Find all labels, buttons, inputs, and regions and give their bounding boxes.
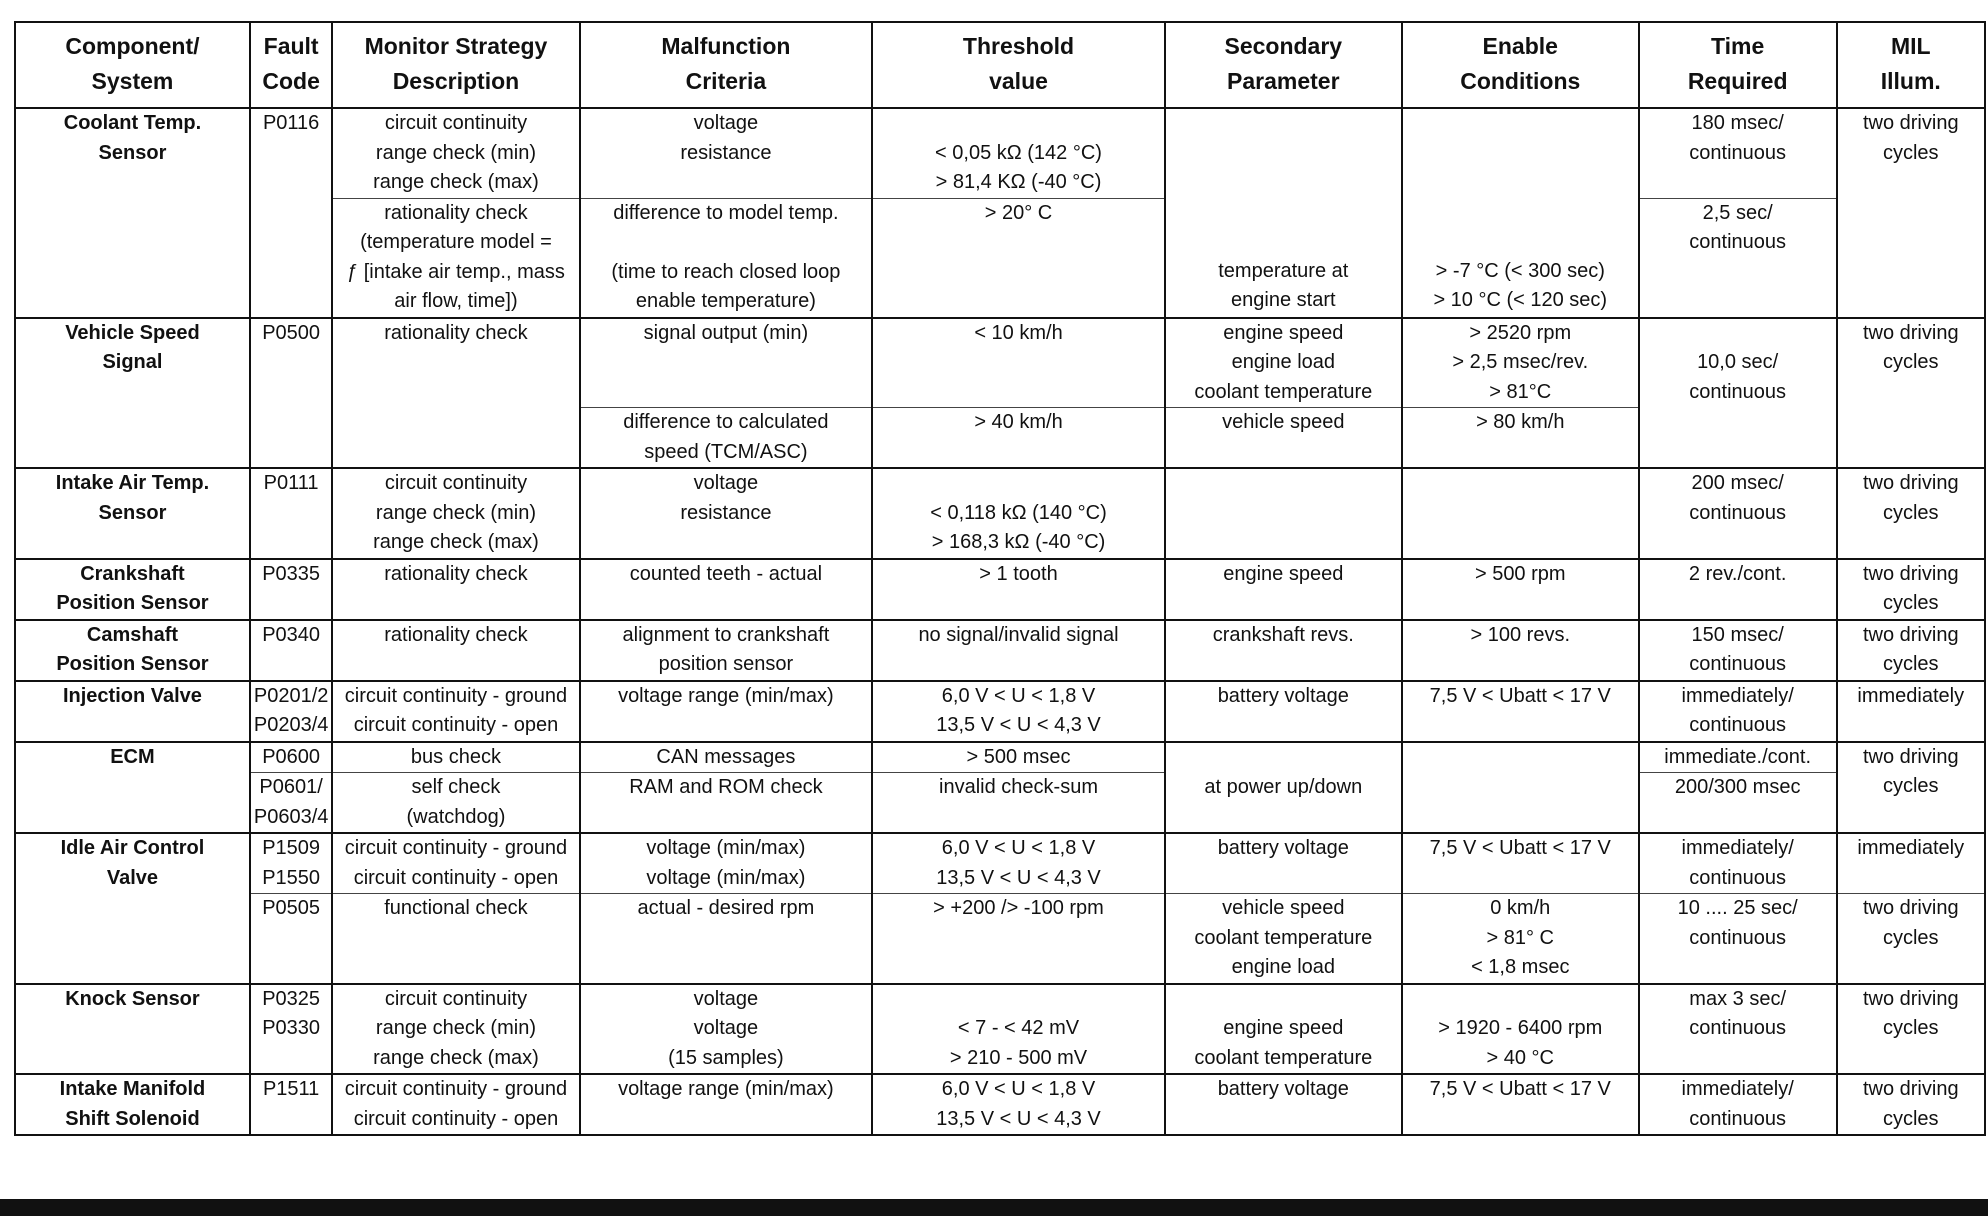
cell-mil: two driving cycles [1837,894,1985,984]
cell-component: Vehicle Speed Signal [15,318,250,469]
cell-threshold: > 500 msec [872,742,1165,773]
cell-enable [1402,468,1639,559]
cell-monitor: rationality check [332,559,579,620]
cell-malfunction: voltage range (min/max) [580,681,873,742]
table-row-iat [15,468,1985,559]
header-malfunction-criteria: Malfunction Criteria [580,22,873,108]
table-row-crank [15,559,1985,620]
cell-fault-code: P0111 [250,468,332,559]
cell-malfunction: voltage voltage (15 samples) [580,984,873,1075]
cell-enable: > 100 revs. [1402,620,1639,681]
cell-malfunction: CAN messages [580,742,873,773]
cell-mil: two driving cycles [1837,620,1985,681]
cell-enable: 7,5 V < Ubatt < 17 V [1402,1074,1639,1135]
cell-fault-code: P1511 [250,1074,332,1135]
cell-mil: two driving cycles [1837,1074,1985,1135]
cell-mil: two driving cycles [1837,108,1985,318]
header-secondary-parameter: Secondary Parameter [1165,22,1402,108]
cell-secondary: at power up/down [1165,773,1402,834]
cell-enable: > 1920 - 6400 rpm > 40 °C [1402,984,1639,1075]
cell-threshold: > 1 tooth [872,559,1165,620]
cell-monitor: circuit continuity range check (min) range check (max) [332,468,579,559]
cell-threshold: > 20° C [872,198,1165,318]
cell-secondary: engine speed coolant temperature [1165,984,1402,1075]
cell-component: Idle Air Control Valve [15,833,250,984]
table-row-imss [15,1074,1985,1135]
cell-fault-code: P0335 [250,559,332,620]
cell-secondary: vehicle speed [1165,408,1402,469]
cell-monitor: circuit continuity - ground circuit continuity - open [332,681,579,742]
cell-secondary: engine speed engine load coolant temperature [1165,318,1402,408]
header-time-required: Time Required [1639,22,1837,108]
cell-mil: two driving cycles [1837,559,1985,620]
header-mil-illum: MIL Illum. [1837,22,1985,108]
cell-threshold: no signal/invalid signal [872,620,1165,681]
cell-threshold: < 7 - < 42 mV > 210 - 500 mV [872,984,1165,1075]
cell-component: Intake Manifold Shift Solenoid [15,1074,250,1135]
cell-malfunction: voltage range (min/max) [580,1074,873,1135]
cell-fault-code: P0505 [250,894,332,984]
cell-fault-code: P0325 P0330 [250,984,332,1075]
cell-time: 180 msec/ continuous [1639,108,1837,198]
cell-malfunction: actual - desired rpm [580,894,873,984]
header-row [15,22,1985,108]
cell-component: Intake Air Temp. Sensor [15,468,250,559]
cell-threshold: > +200 /> -100 rpm [872,894,1165,984]
cell-secondary: crankshaft revs. [1165,620,1402,681]
cell-enable [1402,742,1639,834]
cell-time: immediately/ continuous [1639,1074,1837,1135]
cell-secondary [1165,468,1402,559]
cell-time: 2,5 sec/ continuous [1639,198,1837,318]
cell-malfunction: voltage resistance [580,468,873,559]
cell-time: 2 rev./cont. [1639,559,1837,620]
cell-malfunction: counted teeth - actual [580,559,873,620]
cell-secondary: engine speed [1165,559,1402,620]
cell-time: 200 msec/ continuous [1639,468,1837,559]
cell-fault-code: P0601/ P0603/4 [250,773,332,834]
cell-malfunction: signal output (min) [580,318,873,408]
cell-time: immediate./cont. [1639,742,1837,773]
cell-secondary: temperature at engine start [1165,108,1402,318]
cell-threshold: 6,0 V < U < 1,8 V 13,5 V < U < 4,3 V [872,1074,1165,1135]
cell-time: immediately/ continuous [1639,681,1837,742]
cell-secondary: vehicle speed coolant temperature engine load [1165,894,1402,984]
cell-threshold: < 0,05 kΩ (142 °C) > 81,4 KΩ (-40 °C) [872,108,1165,198]
cell-component: Knock Sensor [15,984,250,1075]
cell-mil: immediately [1837,681,1985,742]
cell-component: Crankshaft Position Sensor [15,559,250,620]
header-enable-conditions: Enable Conditions [1402,22,1639,108]
cell-component: Injection Valve [15,681,250,742]
cell-time: 150 msec/ continuous [1639,620,1837,681]
table-row-knock [15,984,1985,1075]
cell-threshold: 6,0 V < U < 1,8 V 13,5 V < U < 4,3 V [872,833,1165,894]
cell-threshold: > 40 km/h [872,408,1165,469]
table-row-ecm-a [15,742,1985,773]
cell-enable: 7,5 V < Ubatt < 17 V [1402,833,1639,894]
cell-monitor: circuit continuity range check (min) range check (max) [332,108,579,198]
cell-monitor: self check (watchdog) [332,773,579,834]
cell-monitor: rationality check [332,620,579,681]
cell-malfunction: RAM and ROM check [580,773,873,834]
cell-enable: 0 km/h > 81° C < 1,8 msec [1402,894,1639,984]
cell-component: ECM [15,742,250,834]
table-row-cam [15,620,1985,681]
cell-enable: 7,5 V < Ubatt < 17 V [1402,681,1639,742]
cell-time: 10,0 sec/ continuous [1639,318,1837,469]
cell-fault-code: P0500 [250,318,332,469]
cell-fault-code: P0340 [250,620,332,681]
cell-monitor: bus check [332,742,579,773]
header-threshold-value: Threshold value [872,22,1165,108]
cell-time: 10 .... 25 sec/ continuous [1639,894,1837,984]
cell-component: Camshaft Position Sensor [15,620,250,681]
bottom-border-bar [0,1199,1988,1216]
obd-monitor-table [14,21,1986,1136]
cell-time: immediately/ continuous [1639,833,1837,894]
table-row-inj [15,681,1985,742]
cell-threshold: < 0,118 kΩ (140 °C) > 168,3 kΩ (-40 °C) [872,468,1165,559]
cell-secondary: battery voltage [1165,1074,1402,1135]
cell-time: 200/300 msec [1639,773,1837,834]
cell-mil: two driving cycles [1837,468,1985,559]
cell-fault-code: P0600 [250,742,332,773]
cell-enable: > 500 rpm [1402,559,1639,620]
cell-enable: > 2520 rpm > 2,5 msec/rev. > 81°C [1402,318,1639,408]
cell-fault-code: P0201/2 P0203/4 [250,681,332,742]
cell-threshold: 6,0 V < U < 1,8 V 13,5 V < U < 4,3 V [872,681,1165,742]
cell-mil: two driving cycles [1837,318,1985,469]
header-component: Component/ System [15,22,250,108]
cell-enable: > -7 °C (< 300 sec) > 10 °C (< 120 sec) [1402,108,1639,318]
cell-monitor: functional check [332,894,579,984]
cell-mil: two driving cycles [1837,984,1985,1075]
cell-fault-code: P0116 [250,108,332,318]
cell-malfunction: alignment to crankshaft position sensor [580,620,873,681]
cell-fault-code: P1509 P1550 [250,833,332,894]
cell-mil: immediately [1837,833,1985,894]
table-row-ecm-b [15,773,1985,834]
cell-malfunction: difference to calculated speed (TCM/ASC) [580,408,873,469]
cell-threshold: invalid check-sum [872,773,1165,834]
cell-monitor: circuit continuity - ground circuit continuity - open [332,1074,579,1135]
table-row-coolant-a [15,108,1985,198]
cell-malfunction: voltage (min/max) voltage (min/max) [580,833,873,894]
cell-time: max 3 sec/ continuous [1639,984,1837,1075]
cell-secondary: battery voltage [1165,681,1402,742]
cell-monitor: rationality check [332,318,579,469]
cell-secondary: battery voltage [1165,833,1402,894]
table-row-vss-a [15,318,1985,408]
cell-monitor: circuit continuity - ground circuit continuity - open [332,833,579,894]
table-row-iac-a [15,833,1985,894]
cell-monitor: rationality check (temperature model = ƒ [intake air temp., mass air flow, time]) [332,198,579,318]
header-fault-code: Fault Code [250,22,332,108]
cell-mil: two driving cycles [1837,742,1985,834]
cell-malfunction: difference to model temp. (time to reach closed loop enable temperature) [580,198,873,318]
cell-monitor: circuit continuity range check (min) range check (max) [332,984,579,1075]
table-row-iac-b [15,894,1985,984]
cell-threshold: < 10 km/h [872,318,1165,408]
cell-malfunction: voltage resistance [580,108,873,198]
cell-enable: > 80 km/h [1402,408,1639,469]
header-monitor-strategy: Monitor Strategy Description [332,22,579,108]
cell-secondary [1165,742,1402,773]
cell-component: Coolant Temp. Sensor [15,108,250,318]
